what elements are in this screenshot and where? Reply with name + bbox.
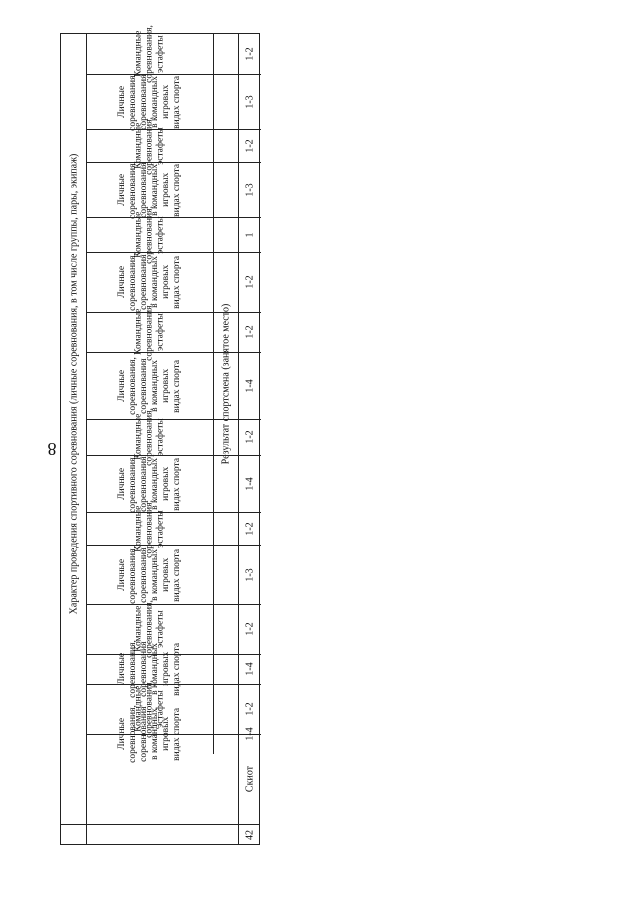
result-value: 1 — [243, 232, 255, 237]
competition-type-cell — [86, 25, 213, 83]
competition-type-label: Личные соревнования, соревнования в командных игровых видах спорта — [116, 356, 182, 415]
competition-type-label: Командные соревнования, эстафеты — [133, 116, 165, 175]
sport-name: Скиот — [243, 765, 255, 793]
row-number-cell — [238, 824, 261, 846]
result-value: 1-3 — [243, 94, 255, 109]
result-value: 1-4 — [243, 476, 255, 491]
competition-type-cell — [86, 499, 213, 558]
competition-type-label: Личные соревнования, соревнования в командных игровых видах спорта — [116, 454, 182, 513]
result-cell — [238, 217, 261, 252]
result-cell — [238, 604, 261, 654]
competition-type-label: Командные соревнования, эстафеты — [133, 600, 165, 658]
header-character: Характер проведения спортивного соревнования (личные соревнования, в том числе группы, пары, экипаж) — [67, 153, 79, 615]
result-value: 1-3 — [243, 182, 255, 197]
competition-type-label: Личные соревнования, соревнования в командных игровых видах спорта — [116, 72, 182, 131]
competition-type-cell — [86, 545, 213, 604]
result-value: 1-2 — [243, 138, 255, 153]
competition-type-label: Личные соревнования, соревнования в командных игровых видах спорта — [116, 160, 182, 219]
competition-type-label: Командные соревнования, эстафеты — [133, 680, 165, 738]
result-cell — [238, 129, 261, 162]
result-value: 1-4 — [243, 727, 255, 741]
competition-type-cell — [86, 408, 213, 466]
header-character-cell — [61, 34, 86, 734]
competition-type-label: Командные соревнования, эстафеты — [133, 25, 165, 83]
competition-type-label: Командные соревнования, эстафеты — [133, 408, 165, 466]
row-divider — [61, 824, 259, 825]
competition-type-cell — [86, 205, 213, 264]
sports-results-table — [60, 25, 260, 845]
header-result: Результат спортсмена (занятое место) — [219, 303, 231, 465]
competition-type-cell — [86, 303, 213, 361]
competition-type-cell — [86, 116, 213, 175]
result-cell — [238, 455, 261, 512]
result-cell — [238, 312, 261, 352]
result-cell — [238, 352, 261, 419]
result-value: 1-3 — [243, 567, 255, 582]
result-cell — [238, 162, 261, 217]
result-value: 1-2 — [243, 521, 255, 536]
result-cell — [238, 419, 261, 455]
result-value: 1-2 — [243, 47, 255, 61]
competition-type-label: Командные соревнования, эстафеты — [133, 499, 165, 558]
result-value: 1-2 — [243, 622, 255, 636]
result-value: 1-2 — [243, 325, 255, 339]
competition-type-label: Командные соревнования, эстафеты — [133, 303, 165, 361]
competition-type-label: Личные соревнования, соревнования в командных игровых видах спорта — [116, 640, 182, 698]
row-number: 42 — [243, 830, 255, 840]
result-cell — [238, 34, 261, 74]
result-value: 1-4 — [243, 378, 255, 393]
page-number: 8 — [47, 439, 57, 459]
result-value: 1-4 — [243, 662, 255, 676]
header-result-cell — [213, 34, 238, 734]
competition-type-label: Личные соревнования, соревнования в командных игровых видах спорта — [116, 705, 182, 763]
competition-type-label: Личные соревнования, соревнования в командных игровых видах спорта — [116, 253, 182, 311]
sport-cell — [238, 734, 261, 824]
competition-type-label: Командные соревнования, эстафеты — [133, 205, 165, 264]
result-value: 1-2 — [243, 430, 255, 444]
result-value: 1-2 — [243, 702, 255, 716]
competition-type-label: Личные соревнования, соревнования в командных игровых видах спорта — [116, 545, 182, 604]
result-value: 1-2 — [243, 275, 255, 289]
result-cell — [238, 654, 261, 684]
result-cell — [238, 252, 261, 312]
result-cell — [238, 74, 261, 129]
result-cell — [238, 512, 261, 545]
result-cell — [238, 545, 261, 604]
